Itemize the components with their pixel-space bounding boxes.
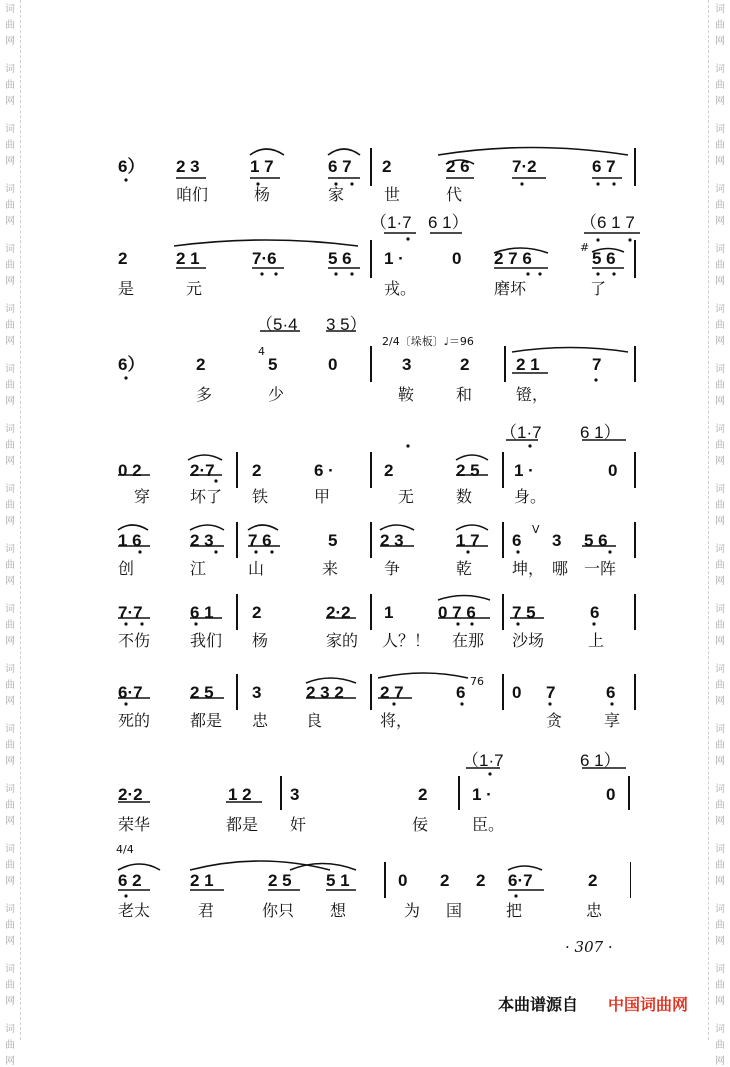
lyric: 磨坏 bbox=[494, 279, 527, 298]
note: 5 6 bbox=[584, 531, 608, 550]
note: 2 bbox=[588, 871, 598, 890]
note: 2 1 bbox=[176, 249, 200, 268]
lyric: 家的 bbox=[326, 631, 359, 650]
note: 2 1 bbox=[516, 355, 540, 374]
note: 0 bbox=[608, 461, 618, 480]
note: 5 bbox=[328, 531, 338, 550]
lyric: 山 bbox=[248, 559, 265, 578]
note: 2 3 bbox=[176, 157, 200, 176]
watermark-char: 网 bbox=[715, 936, 725, 947]
note: 3 bbox=[402, 355, 412, 374]
note: 2 5 bbox=[190, 683, 214, 702]
watermark-char: 网 bbox=[5, 36, 15, 47]
lyric: 甲 bbox=[314, 487, 331, 506]
watermark-char: 词 bbox=[5, 1024, 15, 1035]
watermark-char: 网 bbox=[715, 156, 725, 167]
watermark-char: 曲 bbox=[715, 380, 725, 391]
bar-line bbox=[458, 776, 460, 810]
watermark-char: 网 bbox=[5, 156, 15, 167]
watermark-char: 曲 bbox=[715, 920, 725, 931]
watermark-char: 网 bbox=[5, 96, 15, 107]
bar-line bbox=[370, 674, 372, 710]
watermark-char: 网 bbox=[715, 1056, 725, 1067]
bar-line bbox=[384, 862, 386, 898]
note: 6 1 bbox=[190, 603, 214, 622]
bar-line bbox=[634, 594, 636, 630]
lyric: 戎。 bbox=[384, 279, 417, 298]
bar-line bbox=[370, 148, 372, 186]
watermark-char: 词 bbox=[5, 484, 15, 495]
meter-change: 4/4 bbox=[116, 843, 134, 856]
watermark-char: 词 bbox=[5, 844, 15, 855]
lyric: 忠 bbox=[252, 711, 269, 730]
note: 2 bbox=[252, 603, 262, 622]
note: 6 · bbox=[314, 461, 334, 480]
watermark-char: 曲 bbox=[715, 20, 725, 31]
note: 2 bbox=[384, 461, 394, 480]
note: 2 6 bbox=[446, 157, 470, 176]
sharp-sign: # bbox=[580, 241, 590, 254]
lyric: 人？！ bbox=[382, 631, 431, 650]
watermark-char: 词 bbox=[5, 4, 15, 15]
note: 2 bbox=[382, 157, 392, 176]
watermark-char: 网 bbox=[5, 936, 15, 947]
watermark-char: 网 bbox=[5, 996, 15, 1007]
watermark-char: 词 bbox=[715, 604, 725, 615]
lyric: 创 bbox=[118, 559, 135, 578]
note: 2 3 bbox=[190, 531, 214, 550]
watermark-char: 词 bbox=[715, 1024, 725, 1035]
lyric: 都是 bbox=[190, 711, 223, 730]
lyric: 多 bbox=[196, 385, 213, 404]
note: 2 5 bbox=[268, 871, 292, 890]
accompaniment: （1·7 bbox=[462, 751, 504, 770]
lyric: 元 bbox=[186, 279, 203, 298]
note: 0 bbox=[606, 785, 616, 804]
note: 2 bbox=[118, 249, 128, 268]
lyric: 争 bbox=[384, 559, 401, 578]
lyric: 将， bbox=[380, 711, 413, 730]
lyric: 忠 bbox=[586, 901, 603, 920]
lyric: 佞 bbox=[412, 815, 429, 834]
bar-line bbox=[502, 594, 504, 630]
watermark-char: 词 bbox=[715, 904, 725, 915]
note: 1 2 bbox=[228, 785, 252, 804]
accompaniment: 3 5） bbox=[326, 315, 367, 334]
watermark-char: 曲 bbox=[715, 320, 725, 331]
watermark-char: 曲 bbox=[5, 260, 15, 271]
note: 6 7 bbox=[592, 157, 616, 176]
watermark-char: 网 bbox=[5, 216, 15, 227]
lyric: 想 bbox=[330, 901, 347, 920]
watermark-char: 词 bbox=[5, 904, 15, 915]
watermark-char: 曲 bbox=[5, 140, 15, 151]
watermark-char: 网 bbox=[5, 276, 15, 287]
lyric: 鞍 bbox=[398, 385, 415, 404]
watermark-char: 词 bbox=[715, 724, 725, 735]
watermark-char: 曲 bbox=[5, 200, 15, 211]
note: 7·6 bbox=[252, 249, 277, 268]
watermark-char: 词 bbox=[5, 364, 15, 375]
lyric: 少 bbox=[268, 385, 285, 404]
note: 2 bbox=[418, 785, 428, 804]
bar-line bbox=[504, 346, 506, 382]
watermark-char: 词 bbox=[715, 964, 725, 975]
footer-site-name[interactable]: 中国词曲网 bbox=[608, 995, 689, 1014]
watermark-char: 网 bbox=[715, 396, 725, 407]
watermark-char: 词 bbox=[5, 64, 15, 75]
bar-line bbox=[630, 862, 631, 898]
watermark-char: 词 bbox=[715, 64, 725, 75]
watermark-char: 曲 bbox=[5, 800, 15, 811]
watermark-char: 网 bbox=[715, 876, 725, 887]
watermark-char: 网 bbox=[715, 216, 725, 227]
bar-line bbox=[634, 674, 636, 710]
lyric: 坤， bbox=[512, 559, 545, 578]
watermark-char: 词 bbox=[715, 484, 725, 495]
bar-line bbox=[502, 674, 504, 710]
note: 1 · bbox=[514, 461, 534, 480]
watermark-char: 网 bbox=[5, 516, 15, 527]
watermark-char: 网 bbox=[5, 876, 15, 887]
lyric: 是 bbox=[118, 279, 135, 298]
lyric: 上 bbox=[588, 631, 605, 650]
bar-line bbox=[236, 522, 238, 558]
page-number: · 307 · bbox=[565, 938, 613, 956]
tempo-marking: 2/4〔垛板〕♩＝96 bbox=[382, 335, 474, 348]
lyric: 无 bbox=[398, 487, 415, 506]
note: 2 7 6 bbox=[494, 249, 532, 268]
bar-line bbox=[502, 452, 504, 488]
lyric: 良 bbox=[306, 711, 323, 730]
watermark-char: 词 bbox=[5, 664, 15, 675]
watermark-char: 曲 bbox=[5, 380, 15, 391]
watermark-char: 网 bbox=[715, 516, 725, 527]
watermark-char: 网 bbox=[715, 276, 725, 287]
watermark-char: 词 bbox=[715, 844, 725, 855]
watermark-char: 词 bbox=[715, 364, 725, 375]
bar-line bbox=[634, 148, 636, 186]
watermark-char: 曲 bbox=[715, 200, 725, 211]
watermark-char: 曲 bbox=[715, 680, 725, 691]
lyric: 坏了 bbox=[190, 487, 223, 506]
watermark-char: 词 bbox=[715, 664, 725, 675]
footer-source-label: 本曲谱源自 bbox=[498, 995, 579, 1014]
watermark-char: 曲 bbox=[715, 560, 725, 571]
lyric: 了 bbox=[590, 279, 607, 298]
watermark-char: 曲 bbox=[5, 920, 15, 931]
watermark-char: 网 bbox=[5, 1056, 15, 1067]
note: 6·7 bbox=[118, 683, 143, 702]
lyric: 沙场 bbox=[512, 631, 545, 650]
lyric: 荣华 bbox=[118, 815, 151, 834]
lyric: 臣。 bbox=[472, 815, 505, 834]
note: 1 · bbox=[472, 785, 492, 804]
watermark-char: 词 bbox=[5, 124, 15, 135]
watermark-char: 曲 bbox=[715, 860, 725, 871]
note: 6 bbox=[590, 603, 600, 622]
watermark-char: 词 bbox=[5, 784, 15, 795]
lyric: 一阵 bbox=[584, 559, 617, 578]
watermark-char: 词 bbox=[715, 124, 725, 135]
note: 6 2 bbox=[118, 871, 142, 890]
watermark-char: 词 bbox=[5, 964, 15, 975]
note: 0 bbox=[452, 249, 462, 268]
watermark-char: 网 bbox=[5, 816, 15, 827]
lyric: 君 bbox=[198, 901, 215, 920]
note: 1 6 bbox=[118, 531, 142, 550]
bar-line bbox=[370, 346, 372, 382]
lyric: 镫， bbox=[516, 385, 549, 404]
accompaniment: 6 1） bbox=[580, 423, 621, 442]
note: 1 7 bbox=[250, 157, 274, 176]
bar-line bbox=[634, 452, 636, 488]
note: 3 bbox=[252, 683, 262, 702]
watermark-char: 网 bbox=[715, 456, 725, 467]
watermark-char: 网 bbox=[5, 396, 15, 407]
lyric: 老太 bbox=[118, 901, 151, 920]
bar-line bbox=[628, 776, 630, 810]
watermark-char: 曲 bbox=[5, 320, 15, 331]
note: 2 3 bbox=[380, 531, 404, 550]
note: 2 bbox=[460, 355, 470, 374]
watermark-char: 曲 bbox=[715, 740, 725, 751]
watermark-char: 曲 bbox=[715, 1040, 725, 1051]
lyric: 你只 bbox=[262, 901, 295, 920]
note: 2 bbox=[440, 871, 450, 890]
lyric: 穿 bbox=[134, 487, 151, 506]
lyric: 乾 bbox=[456, 559, 473, 578]
bar-line bbox=[634, 346, 636, 382]
watermark-char: 曲 bbox=[715, 500, 725, 511]
watermark-char: 曲 bbox=[5, 680, 15, 691]
grace-notes: 76 bbox=[470, 675, 484, 688]
note: 1 · bbox=[384, 249, 404, 268]
accompaniment: （1·7 bbox=[370, 213, 412, 232]
time-signature: 4 bbox=[258, 345, 265, 358]
note: 0 bbox=[398, 871, 408, 890]
accompaniment: （1·7 bbox=[500, 423, 542, 442]
bar-line bbox=[502, 522, 504, 558]
watermark-char: 词 bbox=[5, 184, 15, 195]
watermark-char: 曲 bbox=[715, 80, 725, 91]
watermark-char: 词 bbox=[715, 244, 725, 255]
lyric: 家 bbox=[328, 185, 345, 204]
watermark-char: 词 bbox=[715, 304, 725, 315]
watermark-char: 网 bbox=[5, 756, 15, 767]
bar-line bbox=[236, 674, 238, 710]
note: 5 1 bbox=[326, 871, 350, 890]
bar-line bbox=[370, 594, 372, 630]
watermark-char: 曲 bbox=[5, 860, 15, 871]
lyric: 和 bbox=[456, 385, 473, 404]
watermark-char: 网 bbox=[715, 336, 725, 347]
watermark-char: 曲 bbox=[5, 20, 15, 31]
lyric: 享 bbox=[604, 711, 621, 730]
lyric: 在那 bbox=[452, 631, 485, 650]
watermark-char: 网 bbox=[5, 636, 15, 647]
watermark-char: 网 bbox=[5, 696, 15, 707]
note: 6） bbox=[118, 355, 145, 374]
note: 6 bbox=[456, 683, 466, 702]
lyric: 咱们 bbox=[176, 185, 209, 204]
watermark-char: 网 bbox=[5, 336, 15, 347]
watermark-char: 曲 bbox=[5, 980, 15, 991]
note: 2 bbox=[252, 461, 262, 480]
note: 2·7 bbox=[190, 461, 215, 480]
watermark-char: 曲 bbox=[5, 620, 15, 631]
watermark-char: 曲 bbox=[5, 500, 15, 511]
watermark-char: 曲 bbox=[5, 440, 15, 451]
lyric: 铁 bbox=[252, 487, 269, 506]
note: 2 bbox=[476, 871, 486, 890]
note: 0 7 6 bbox=[438, 603, 476, 622]
bar-line bbox=[370, 452, 372, 488]
note: 5 bbox=[268, 355, 278, 374]
bar-line bbox=[370, 240, 372, 278]
watermark-char: 词 bbox=[5, 724, 15, 735]
bar-line bbox=[370, 522, 372, 558]
watermark-char: 曲 bbox=[5, 80, 15, 91]
watermark-char: 词 bbox=[5, 604, 15, 615]
note: 7·7 bbox=[118, 603, 143, 622]
lyric: 贪 bbox=[546, 711, 563, 730]
watermark-char: 词 bbox=[5, 544, 15, 555]
lyric: 为 bbox=[404, 901, 421, 920]
note: 6） bbox=[118, 157, 145, 176]
lyric: 不伤 bbox=[118, 631, 151, 650]
note: 5 6 bbox=[328, 249, 352, 268]
note: 0 bbox=[328, 355, 338, 374]
breath-mark: V bbox=[532, 523, 540, 536]
bar-line bbox=[236, 452, 238, 488]
lyric: 死的 bbox=[118, 711, 151, 730]
watermark-char: 网 bbox=[715, 36, 725, 47]
note: 7 bbox=[546, 683, 556, 702]
watermark-char: 曲 bbox=[5, 560, 15, 571]
lyric: 哪 bbox=[552, 559, 569, 578]
note: 3 bbox=[290, 785, 300, 804]
lyric: 我们 bbox=[190, 631, 223, 650]
note: 2 5 bbox=[456, 461, 480, 480]
note: 6·7 bbox=[508, 871, 533, 890]
watermark-char: 词 bbox=[715, 544, 725, 555]
bar-line bbox=[634, 522, 636, 558]
watermark-char: 词 bbox=[715, 4, 725, 15]
watermark-char: 网 bbox=[5, 456, 15, 467]
note: 5 6 bbox=[592, 249, 616, 268]
note: 1 7 bbox=[456, 531, 480, 550]
note: 0 2 bbox=[118, 461, 142, 480]
lyric: 数 bbox=[456, 487, 473, 506]
watermark-char: 曲 bbox=[5, 1040, 15, 1051]
watermark-char: 网 bbox=[715, 996, 725, 1007]
watermark-char: 曲 bbox=[715, 260, 725, 271]
accompaniment: 6 1） bbox=[580, 751, 621, 770]
watermark-char: 曲 bbox=[715, 440, 725, 451]
watermark-char: 曲 bbox=[715, 980, 725, 991]
note: 2 3 2 bbox=[306, 683, 344, 702]
watermark-char: 词 bbox=[5, 304, 15, 315]
bar-line bbox=[634, 240, 636, 278]
watermark-char: 曲 bbox=[715, 800, 725, 811]
watermark-char: 曲 bbox=[715, 620, 725, 631]
watermark-char: 网 bbox=[5, 576, 15, 587]
note: 6 bbox=[606, 683, 616, 702]
bar-line bbox=[280, 776, 282, 810]
note: 3 bbox=[552, 531, 562, 550]
note: 6 bbox=[512, 531, 522, 550]
lyric: 都是 bbox=[226, 815, 259, 834]
note: 7 6 bbox=[248, 531, 272, 550]
watermark-char: 词 bbox=[715, 784, 725, 795]
lyric: 来 bbox=[322, 559, 339, 578]
lyric: 把 bbox=[506, 901, 523, 920]
accompaniment: （5·4 bbox=[256, 315, 298, 334]
note: 1 bbox=[384, 603, 394, 622]
note: 2 1 bbox=[190, 871, 214, 890]
watermark-char: 网 bbox=[715, 96, 725, 107]
lyric: 奸 bbox=[290, 815, 307, 834]
accompaniment: （6 1 7 bbox=[580, 213, 635, 232]
lyric: 世 bbox=[384, 185, 401, 204]
watermark-char: 词 bbox=[715, 184, 725, 195]
watermark-char: 曲 bbox=[715, 140, 725, 151]
lyric: 身。 bbox=[514, 487, 547, 506]
note: 2 bbox=[196, 355, 206, 374]
watermark-char: 网 bbox=[715, 576, 725, 587]
note: 7 5 bbox=[512, 603, 536, 622]
lyric: 杨 bbox=[252, 631, 269, 650]
watermark-char: 网 bbox=[715, 816, 725, 827]
watermark-char: 网 bbox=[715, 696, 725, 707]
lyric: 代 bbox=[446, 185, 463, 204]
watermark-char: 词 bbox=[5, 244, 15, 255]
watermark-char: 网 bbox=[715, 756, 725, 767]
note: 2·2 bbox=[118, 785, 143, 804]
note: 2 7 bbox=[380, 683, 404, 702]
lyric: 江 bbox=[190, 559, 207, 578]
accompaniment: 6 1） bbox=[428, 213, 469, 232]
note: 6 7 bbox=[328, 157, 352, 176]
note: 2·2 bbox=[326, 603, 351, 622]
watermark-char: 词 bbox=[5, 424, 15, 435]
note: 0 bbox=[512, 683, 522, 702]
note: 7·2 bbox=[512, 157, 537, 176]
watermark-char: 曲 bbox=[5, 740, 15, 751]
watermark-char: 网 bbox=[715, 636, 725, 647]
watermark-char: 词 bbox=[715, 424, 725, 435]
note: 7 bbox=[592, 355, 602, 374]
lyric: 杨 bbox=[254, 185, 271, 204]
lyric: 国 bbox=[446, 901, 463, 920]
bar-line bbox=[236, 594, 238, 630]
